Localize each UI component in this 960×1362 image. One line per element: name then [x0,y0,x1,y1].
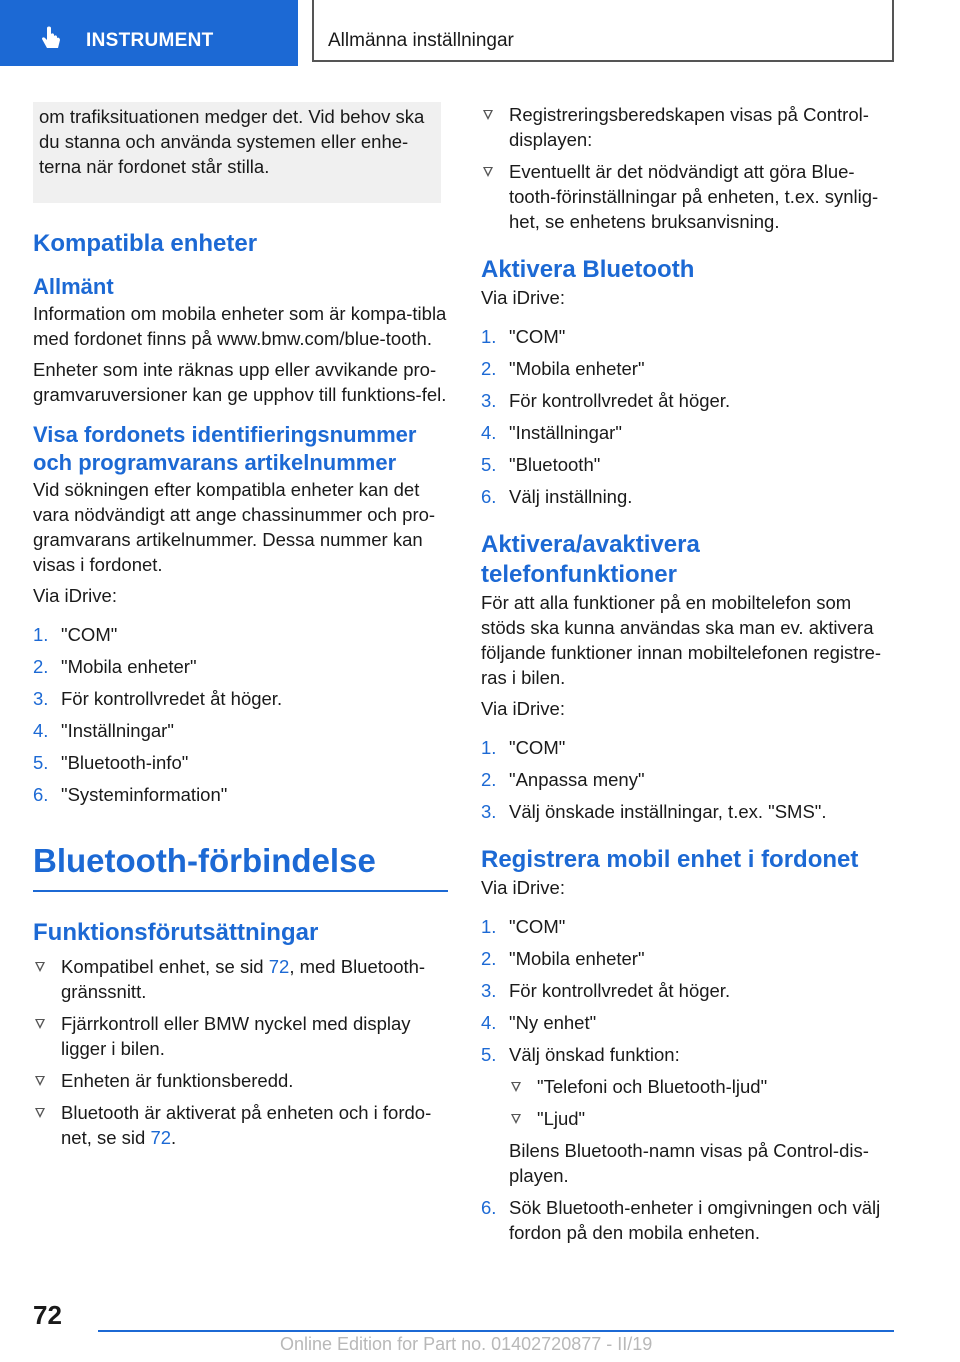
list-item: 6. "Systeminformation" [33,784,228,805]
list-item: 1. "COM" [481,326,566,347]
heading-allmant: Allmänt [33,274,114,299]
steps-list [481,324,896,509]
heading-registrera-mobil-enhet: Registrera mobil enhet i fordonet [481,846,859,873]
triangle-bullet-icon [483,110,493,120]
section-tab-label: INSTRUMENT [86,30,214,51]
list-item: 3. Välj önskade inställningar, t.ex. "SMS". [481,801,827,822]
heading-bluetooth-forbindelse: Bluetooth-förbindelse [33,842,376,879]
list-item: 6. Välj inställning. [481,486,633,507]
paragraph-telefon: För att alla funktioner på en mobiltelefon som stöds ska kunna användas ska man ev. aktivera följande funktioner innan mobiltelefonen registre-ras i bilen. [481,592,882,688]
footer-divider [98,1330,894,1332]
list-item: 3. För kontrollvredet åt höger. [481,390,731,411]
steps-list [481,735,896,824]
section-tab[interactable] [0,0,298,66]
page-header [0,0,960,66]
steps-list [481,914,896,1245]
list-item: 2. "Mobila enheter" [481,948,645,969]
list-item: 1. "COM" [33,624,118,645]
list-item: Enheten är funktionsberedd. [33,1068,448,1093]
list-item: 3. För kontrollvredet åt höger. [481,980,731,1001]
list-item: "Telefoni och Bluetooth-ljud" [509,1074,896,1099]
note-text: om trafiksituationen medger det. Vid behov ska du stanna och använda systemen eller enhe-terna när fordonet står stilla. [39,106,425,177]
list-item: 6. Sök Bluetooth-enheter i omgivningen och välj fordon på den mobila enheten. [481,1197,881,1243]
steps-list [33,622,448,807]
triangle-bullet-icon [35,1019,45,1029]
note-box [33,102,441,203]
heading-funktionsforutsattningar: Funktionsförutsättningar [33,919,319,946]
requirements-list [33,954,448,1150]
list-item: 2. "Mobila enheter" [481,358,645,379]
heading-aktivera-avaktivera-telefonfunktioner: Aktivera/avaktivera telefonfunktioner [481,531,700,588]
list-item: 3. För kontrollvredet åt höger. [33,688,283,709]
via-idrive-label: Via iDrive: [481,877,565,898]
list-item: 5. "Bluetooth-info" [33,752,189,773]
paragraph-info2: Enheter som inte räknas upp eller avvikande pro-gramvaruversioner kan ge upphov till funktions-fel. [33,359,447,405]
heading-aktivera-bluetooth: Aktivera Bluetooth [481,256,695,283]
list-item: Kompatibel enhet, se sid 72, med Bluetooth-gränssnitt. [33,954,448,1004]
heading-kompatibla-enheter: Kompatibla enheter [33,230,258,257]
list-item: 4. "Inställningar" [33,720,174,741]
list-item: 1. "COM" [481,916,566,937]
footer-watermark: Online Edition for Part no. 01402720877 - II/19 [280,1334,653,1354]
via-idrive-label: Via iDrive: [33,585,117,606]
triangle-bullet-icon [483,167,493,177]
paragraph-info1: Information om mobila enheter som är kompa-tibla med fordonet finns på www.bmw.com/blue-tooth. [33,303,447,349]
page-title: Allmänna inställningar [328,30,514,51]
heading-bluetooth-wrap [33,840,448,892]
via-idrive-label: Via iDrive: [481,698,565,719]
list-item: Eventuellt är det nödvändigt att göra Blue-tooth-förinställningar på enheten, t.ex. synlig-het, se enhetens bruksanvisning. [481,159,896,234]
paragraph-vid-sokningen: Vid sökningen efter kompatibla enheter kan det vara nödvändigt att ange chassinummer och pro-gramvarans artikelnummer. Dessa nummer kan visas i fordonet. [33,479,436,575]
heading-visa-identifieringsnummer: Visa fordonets identifieringsnummer och programvarans artikelnummer [33,422,417,475]
list-item: 5. "Bluetooth" [481,454,601,475]
intro-bullets [481,102,896,234]
triangle-bullet-icon [511,1082,521,1092]
sub-note: Bilens Bluetooth-namn visas på Control-dis-playen. [509,1140,869,1186]
list-item: 2. "Anpassa meny" [481,769,645,790]
header-title-box [312,0,894,62]
page-link[interactable]: 72 [150,1127,172,1148]
list-item: 4. "Inställningar" [481,422,622,443]
left-column [33,102,448,1157]
list-item: 1. "COM" [481,737,566,758]
triangle-bullet-icon [35,1076,45,1086]
sub-bullets [509,1074,896,1131]
page-number: 72 [33,1300,62,1330]
right-column [481,102,896,1252]
triangle-bullet-icon [35,1108,45,1118]
triangle-bullet-icon [35,962,45,972]
list-item: "Ljud" [509,1106,896,1131]
list-item: 4. "Ny enhet" [481,1012,597,1033]
list-item: 5. Välj önskad funktion: "Telefoni och Bluetooth-ljud" "Ljud" Bilens Bluetooth-namn visas på Control-dis-playen. [481,1042,896,1188]
list-item: Fjärrkontroll eller BMW nyckel med display ligger i bilen. [33,1011,448,1061]
list-item: Bluetooth är aktiverat på enheten och i fordo-net, se sid 72. [33,1100,448,1150]
hand-pointer-icon [38,26,64,52]
list-item: 2. "Mobila enheter" [33,656,197,677]
via-idrive-label: Via iDrive: [481,287,565,308]
triangle-bullet-icon [511,1114,521,1124]
page-link[interactable]: 72 [268,956,290,977]
footer-edition-text [280,1334,652,1355]
list-item: Registreringsberedskapen visas på Control-displayen: [481,102,896,152]
